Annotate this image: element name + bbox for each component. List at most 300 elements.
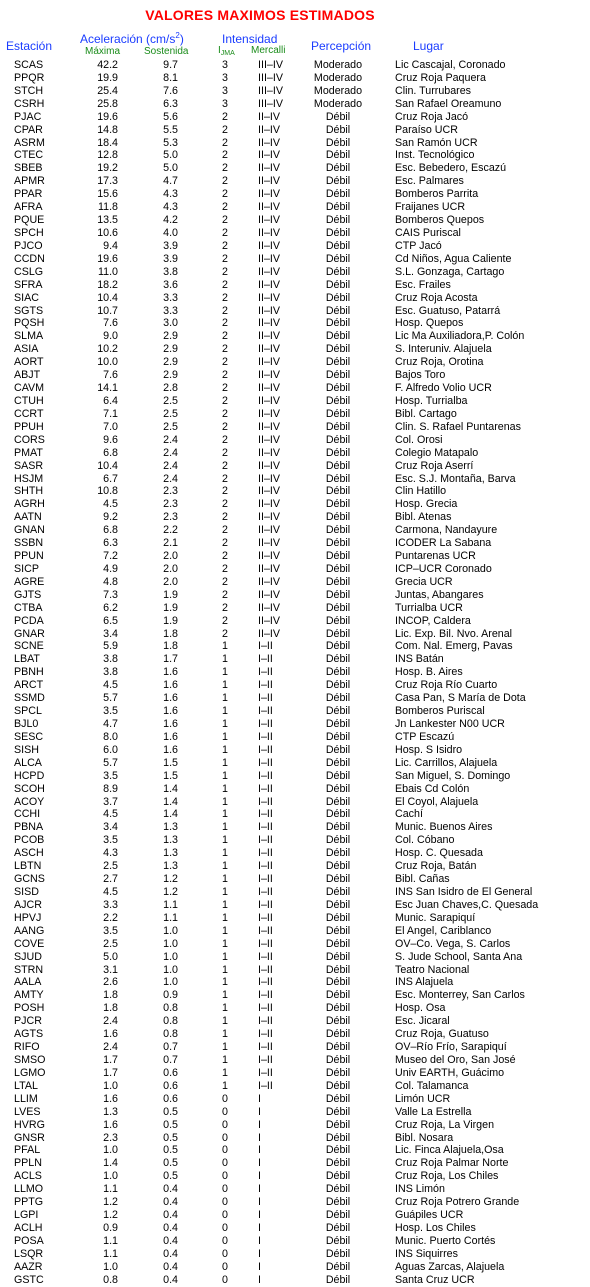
cell-percepcion: Débil (325, 795, 351, 808)
table-row (0, 279, 590, 292)
cell-mercalli: I–II (258, 730, 273, 743)
cell-percepcion: Débil (325, 666, 351, 679)
cell-maxima: 6.8 (103, 446, 118, 459)
cell-maxima: 1.6 (103, 1028, 118, 1041)
cell-sostenida: 1.0 (163, 976, 178, 989)
cell-ijma: 2 (222, 110, 228, 123)
cell-sostenida: 0.9 (163, 989, 178, 1002)
cell-ijma: 0 (222, 1247, 228, 1260)
cell-percepcion: Débil (325, 860, 351, 873)
cell-lugar: Paraíso UCR (395, 123, 458, 136)
cell-sostenida: 1.2 (163, 886, 178, 898)
cell-estacion: AAZR (14, 1260, 43, 1273)
cell-mercalli: I–II (258, 1041, 273, 1054)
cell-sostenida: 4.7 (163, 175, 178, 188)
cell-sostenida: 1.4 (163, 795, 178, 808)
cell-lugar: CTP Escazú (395, 730, 455, 743)
cell-sostenida: 1.8 (163, 640, 178, 653)
cell-percepcion: Débil (325, 1196, 351, 1209)
cell-estacion: GJTS (14, 588, 42, 601)
cell-ijma: 1 (222, 950, 228, 963)
cell-ijma: 0 (222, 1273, 228, 1286)
cell-maxima: 8.0 (103, 730, 118, 743)
cell-estacion: GCNS (14, 873, 45, 886)
cell-sostenida: 1.6 (163, 692, 178, 705)
cell-percepcion: Débil (325, 1092, 351, 1105)
cell-mercalli: II–IV (258, 562, 280, 575)
cell-percepcion: Débil (325, 834, 351, 847)
cell-estacion: CSRH (14, 97, 45, 110)
cell-ijma: 2 (222, 252, 228, 265)
cell-ijma: 2 (222, 226, 228, 239)
cell-sostenida: 0.8 (163, 1028, 178, 1041)
cell-percepcion: Débil (325, 123, 351, 136)
table-row (0, 149, 590, 162)
table-row (0, 925, 590, 938)
cell-lugar: Fraijanes UCR (395, 201, 466, 214)
cell-percepcion: Débil (325, 562, 351, 575)
table-row (0, 757, 590, 770)
cell-mercalli: II–IV (258, 162, 280, 175)
header-lugar: Lugar (413, 39, 444, 53)
cell-percepcion: Débil (325, 136, 351, 149)
cell-mercalli: I–II (258, 1002, 273, 1015)
cell-maxima: 1.0 (103, 1260, 118, 1273)
cell-maxima: 6.8 (103, 524, 118, 537)
cell-ijma: 0 (222, 1170, 228, 1183)
cell-maxima: 1.2 (103, 1196, 118, 1209)
cell-percepcion: Débil (325, 575, 351, 588)
cell-mercalli: I (258, 1273, 261, 1286)
cell-lugar: OV–Río Frío, Sarapiquí (395, 1041, 507, 1054)
cell-estacion: PBNA (14, 821, 44, 834)
cell-lugar: Hosp. Osa (395, 1002, 446, 1015)
cell-estacion: AATN (14, 511, 42, 524)
cell-lugar: INS Alajuela (395, 976, 454, 989)
table-row (0, 305, 590, 318)
cell-sostenida: 5.3 (163, 136, 178, 149)
cell-estacion: CTEC (14, 149, 44, 162)
cell-ijma: 1 (222, 1028, 228, 1041)
cell-mercalli: I–II (258, 989, 273, 1002)
table-row (0, 356, 590, 369)
table-row (0, 447, 590, 460)
cell-percepcion: Débil (325, 239, 351, 252)
cell-mercalli: II–IV (258, 614, 280, 627)
cell-mercalli: I (258, 1183, 261, 1196)
cell-percepcion: Débil (325, 808, 351, 821)
cell-maxima: 2.7 (103, 873, 118, 886)
cell-ijma: 1 (222, 847, 228, 860)
cell-sostenida: 0.4 (163, 1221, 178, 1234)
cell-mercalli: I–II (258, 1015, 273, 1028)
cell-percepcion: Débil (325, 1234, 351, 1247)
cell-maxima: 5.9 (103, 640, 118, 653)
cell-lugar: Grecia UCR (395, 575, 453, 588)
cell-percepcion: Débil (325, 226, 351, 239)
cell-sostenida: 0.8 (163, 1015, 178, 1028)
cell-estacion: CTBA (14, 601, 43, 614)
cell-sostenida: 0.6 (163, 1079, 178, 1092)
cell-percepcion: Débil (325, 769, 351, 782)
table-row (0, 537, 590, 550)
table-row (0, 808, 590, 821)
cell-maxima: 25.8 (97, 97, 118, 110)
cell-ijma: 1 (222, 924, 228, 937)
cell-estacion: PPAR (14, 188, 43, 201)
cell-ijma: 0 (222, 1131, 228, 1144)
cell-lugar: Juntas, Abangares (395, 588, 484, 601)
header-ijma (218, 45, 235, 57)
table-row (0, 550, 590, 563)
cell-estacion: SCOH (14, 782, 45, 795)
cell-mercalli: II–IV (258, 524, 280, 537)
cell-maxima: 1.0 (103, 1170, 118, 1183)
cell-sostenida: 0.4 (163, 1234, 178, 1247)
cell-estacion: LTAL (14, 1079, 38, 1092)
cell-maxima: 19.2 (97, 162, 118, 175)
cell-ijma: 2 (222, 317, 228, 330)
cell-percepcion: Débil (325, 304, 351, 317)
cell-mercalli: II–IV (258, 356, 280, 369)
cell-estacion: ACLH (14, 1221, 43, 1234)
cell-mercalli: II–IV (258, 239, 280, 252)
cell-maxima: 3.4 (103, 821, 118, 834)
cell-maxima: 5.0 (103, 950, 118, 963)
table-row (0, 731, 590, 744)
cell-estacion: LLIM (14, 1092, 38, 1105)
cell-sostenida: 3.3 (163, 291, 178, 304)
cell-lugar: Cruz Roja Acosta (395, 291, 478, 304)
cell-lugar: Cruz Roja Potrero Grande (395, 1196, 520, 1209)
table-row (0, 1093, 590, 1106)
table-row (0, 498, 590, 511)
cell-lugar: Cruz Roja, Batán (395, 860, 477, 873)
cell-ijma: 1 (222, 963, 228, 976)
cell-percepcion: Débil (325, 924, 351, 937)
cell-sostenida: 2.8 (163, 382, 178, 395)
table-row (0, 485, 590, 498)
cell-lugar: Lic. Exp. Bil. Nvo. Arenal (395, 627, 513, 640)
cell-mercalli: I–II (258, 743, 273, 756)
cell-ijma: 1 (222, 1066, 228, 1079)
table-row (0, 860, 590, 873)
table-row (0, 1183, 590, 1196)
table-row (0, 59, 590, 72)
header-sostenida: Sostenida (144, 46, 189, 57)
cell-maxima: 15.6 (97, 188, 118, 201)
cell-mercalli: II–IV (258, 278, 280, 291)
cell-mercalli: I–II (258, 679, 273, 692)
table-row (0, 640, 590, 653)
cell-ijma: 3 (222, 97, 228, 110)
cell-estacion: CCDN (14, 252, 45, 265)
cell-percepcion: Débil (325, 1247, 351, 1260)
cell-mercalli: I–II (258, 911, 273, 924)
cell-maxima: 7.6 (103, 369, 118, 382)
cell-sostenida: 2.2 (163, 524, 178, 537)
cell-mercalli: I–II (258, 1066, 273, 1079)
cell-maxima: 1.1 (103, 1183, 118, 1196)
cell-estacion: PPQR (14, 71, 45, 84)
table-row (0, 796, 590, 809)
cell-maxima: 10.4 (97, 291, 118, 304)
cell-percepcion: Débil (325, 524, 351, 537)
cell-maxima: 6.2 (103, 601, 118, 614)
cell-sostenida: 1.0 (163, 950, 178, 963)
cell-sostenida: 4.2 (163, 214, 178, 227)
cell-estacion: AGRE (14, 575, 45, 588)
cell-percepcion: Débil (325, 1118, 351, 1131)
cell-estacion: APMR (14, 175, 45, 188)
table-row (0, 292, 590, 305)
cell-maxima: 3.5 (103, 834, 118, 847)
cell-percepcion: Débil (325, 1273, 351, 1286)
cell-mercalli: II–IV (258, 601, 280, 614)
cell-maxima: 0.8 (103, 1273, 118, 1286)
cell-lugar: Lic. Carrillos, Alajuela (395, 756, 498, 769)
cell-percepcion: Débil (325, 291, 351, 304)
cell-lugar: Cruz Roja, Guatuso (395, 1028, 489, 1041)
header-estacion: Estación (6, 39, 53, 53)
cell-sostenida: 2.3 (163, 498, 178, 511)
cell-ijma: 2 (222, 278, 228, 291)
cell-sostenida: 0.7 (163, 1041, 178, 1054)
cell-ijma: 0 (222, 1221, 228, 1234)
table-row (0, 873, 590, 886)
cell-mercalli: II–IV (258, 330, 280, 343)
cell-percepcion: Débil (325, 188, 351, 201)
cell-lugar: Santa Cruz UCR (395, 1273, 475, 1286)
cell-ijma: 2 (222, 601, 228, 614)
cell-lugar: Cd Niños, Agua Caliente (395, 252, 512, 265)
cell-sostenida: 4.3 (163, 201, 178, 214)
cell-ijma: 2 (222, 446, 228, 459)
cell-estacion: CCRT (14, 407, 44, 420)
cell-lugar: CAIS Puriscal (395, 226, 461, 239)
cell-mercalli: I–II (258, 963, 273, 976)
cell-sostenida: 2.1 (163, 537, 178, 550)
cell-lugar: Esc. Monterrey, San Carlos (395, 989, 525, 1002)
cell-percepcion: Débil (325, 498, 351, 511)
table-row (0, 240, 590, 253)
cell-lugar: Esc. S.J. Montaña, Barva (395, 472, 516, 485)
table-row (0, 253, 590, 266)
cell-percepcion: Débil (325, 330, 351, 343)
cell-ijma: 2 (222, 394, 228, 407)
table-row (0, 1170, 590, 1183)
cell-percepcion: Débil (325, 730, 351, 743)
cell-sostenida: 1.4 (163, 808, 178, 821)
cell-maxima: 3.8 (103, 653, 118, 666)
cell-ijma: 1 (222, 834, 228, 847)
cell-sostenida: 2.4 (163, 472, 178, 485)
cell-mercalli: I–II (258, 873, 273, 886)
cell-sostenida: 8.1 (163, 71, 178, 84)
cell-mercalli: I–II (258, 1053, 273, 1066)
cell-sostenida: 0.6 (163, 1066, 178, 1079)
cell-mercalli: I–II (258, 860, 273, 873)
cell-estacion: LGMO (14, 1066, 46, 1079)
cell-percepcion: Débil (325, 1144, 351, 1157)
table-row (0, 1196, 590, 1209)
cell-percepcion: Débil (325, 1002, 351, 1015)
cell-mercalli: I (258, 1157, 261, 1170)
cell-maxima: 1.1 (103, 1234, 118, 1247)
cell-mercalli: I (258, 1209, 261, 1222)
cell-percepcion: Débil (325, 1053, 351, 1066)
cell-estacion: RIFO (14, 1041, 40, 1054)
cell-ijma: 1 (222, 653, 228, 666)
cell-lugar: Bibl. Cartago (395, 407, 457, 420)
cell-lugar: Colegio Matapalo (395, 446, 479, 459)
cell-maxima: 3.5 (103, 924, 118, 937)
cell-maxima: 5.7 (103, 692, 118, 705)
cell-mercalli: I–II (258, 756, 273, 769)
cell-ijma: 3 (222, 84, 228, 97)
cell-maxima: 12.8 (97, 149, 118, 162)
cell-maxima: 1.0 (103, 1144, 118, 1157)
cell-lugar: Lic Ma Auxiliadora,P. Colón (395, 330, 525, 343)
cell-lugar: Aguas Zarcas, Alajuela (395, 1260, 505, 1273)
cell-estacion: SLMA (14, 330, 44, 343)
cell-mercalli: I–II (258, 718, 273, 731)
cell-lugar: Munic. Buenos Aires (395, 821, 493, 834)
cell-percepcion: Débil (325, 265, 351, 278)
cell-lugar: Cruz Roja Aserrí (395, 459, 474, 472)
table-row (0, 886, 590, 899)
cell-lugar: Col. Talamanca (395, 1079, 469, 1092)
cell-maxima: 1.4 (103, 1157, 118, 1170)
cell-estacion: ACOY (14, 795, 45, 808)
cell-maxima: 3.1 (103, 963, 118, 976)
cell-estacion: SPCH (14, 226, 44, 239)
cell-estacion: SGTS (14, 304, 44, 317)
cell-ijma: 0 (222, 1234, 228, 1247)
cell-mercalli: II–IV (258, 472, 280, 485)
cell-percepcion: Débil (325, 1079, 351, 1092)
cell-lugar: Turrialba UCR (395, 601, 463, 614)
cell-maxima: 10.0 (97, 356, 118, 369)
cell-sostenida: 4.3 (163, 188, 178, 201)
table-row (0, 85, 590, 98)
cell-mercalli: I (258, 1092, 261, 1105)
cell-ijma: 1 (222, 640, 228, 653)
cell-sostenida: 2.4 (163, 446, 178, 459)
cell-maxima: 7.6 (103, 317, 118, 330)
cell-maxima: 4.5 (103, 886, 118, 898)
cell-percepcion: Débil (325, 356, 351, 369)
cell-percepcion: Débil (325, 1041, 351, 1054)
cell-sostenida: 0.6 (163, 1092, 178, 1105)
cell-sostenida: 2.9 (163, 343, 178, 356)
cell-percepcion: Débil (325, 588, 351, 601)
cell-maxima: 2.4 (103, 1015, 118, 1028)
cell-sostenida: 1.6 (163, 679, 178, 692)
cell-ijma: 1 (222, 808, 228, 821)
cell-percepcion: Débil (325, 627, 351, 640)
cell-maxima: 3.4 (103, 627, 118, 640)
cell-ijma: 0 (222, 1092, 228, 1105)
cell-lugar: Puntarenas UCR (395, 550, 476, 563)
table-row (0, 912, 590, 925)
cell-sostenida: 1.0 (163, 963, 178, 976)
cell-mercalli: II–IV (258, 446, 280, 459)
cell-lugar: INS Limón (395, 1183, 445, 1196)
cell-percepcion: Débil (325, 898, 351, 911)
table-row (0, 628, 590, 641)
cell-ijma: 2 (222, 304, 228, 317)
cell-ijma: 2 (222, 562, 228, 575)
cell-maxima: 10.6 (97, 226, 118, 239)
header-ijma-sub: JMA (220, 50, 235, 57)
cell-maxima: 2.6 (103, 976, 118, 989)
cell-maxima: 1.7 (103, 1066, 118, 1079)
cell-ijma: 2 (222, 485, 228, 498)
cell-maxima: 13.5 (97, 214, 118, 227)
cell-mercalli: III–IV (258, 97, 283, 110)
cell-mercalli: II–IV (258, 343, 280, 356)
cell-sostenida: 1.6 (163, 718, 178, 731)
table-row (0, 834, 590, 847)
cell-mercalli: I–II (258, 937, 273, 950)
cell-sostenida: 0.5 (163, 1157, 178, 1170)
cell-percepcion: Débil (325, 162, 351, 175)
cell-sostenida: 1.9 (163, 601, 178, 614)
cell-estacion: AFRA (14, 201, 43, 214)
header-aceleracion (80, 32, 184, 46)
cell-maxima: 25.4 (97, 84, 118, 97)
cell-lugar: San Ramón UCR (395, 136, 478, 149)
cell-estacion: LGPI (14, 1209, 39, 1222)
cell-maxima: 7.3 (103, 588, 118, 601)
cell-lugar: Lic. Finca Alajuela,Osa (395, 1144, 504, 1157)
cell-mercalli: II–IV (258, 317, 280, 330)
table-row (0, 1248, 590, 1261)
cell-ijma: 1 (222, 976, 228, 989)
cell-lugar: Carmona, Nandayure (395, 524, 498, 537)
cell-estacion: SHTH (14, 485, 44, 498)
cell-lugar: Hosp. Turrialba (395, 394, 468, 407)
cell-mercalli: I–II (258, 769, 273, 782)
cell-maxima: 1.8 (103, 1002, 118, 1015)
cell-ijma: 0 (222, 1260, 228, 1273)
table-row (0, 1080, 590, 1093)
table-row (0, 1119, 590, 1132)
cell-ijma: 2 (222, 627, 228, 640)
cell-ijma: 2 (222, 239, 228, 252)
cell-sostenida: 1.6 (163, 705, 178, 718)
cell-mercalli: I (258, 1105, 261, 1118)
cell-maxima: 6.5 (103, 614, 118, 627)
cell-ijma: 1 (222, 860, 228, 873)
cell-mercalli: I (258, 1247, 261, 1260)
cell-ijma: 2 (222, 588, 228, 601)
cell-mercalli: II–IV (258, 407, 280, 420)
cell-percepcion: Débil (325, 511, 351, 524)
cell-percepcion: Débil (325, 394, 351, 407)
cell-ijma: 2 (222, 265, 228, 278)
cell-lugar: Cruz Roja, Los Chiles (395, 1170, 499, 1183)
cell-percepcion: Débil (325, 614, 351, 627)
cell-maxima: 6.0 (103, 743, 118, 756)
cell-sostenida: 2.5 (163, 394, 178, 407)
cell-ijma: 1 (222, 679, 228, 692)
cell-mercalli: III–IV (258, 71, 283, 84)
table-row (0, 162, 590, 175)
cell-mercalli: I–II (258, 653, 273, 666)
header-intensidad: Intensidad (222, 32, 278, 46)
